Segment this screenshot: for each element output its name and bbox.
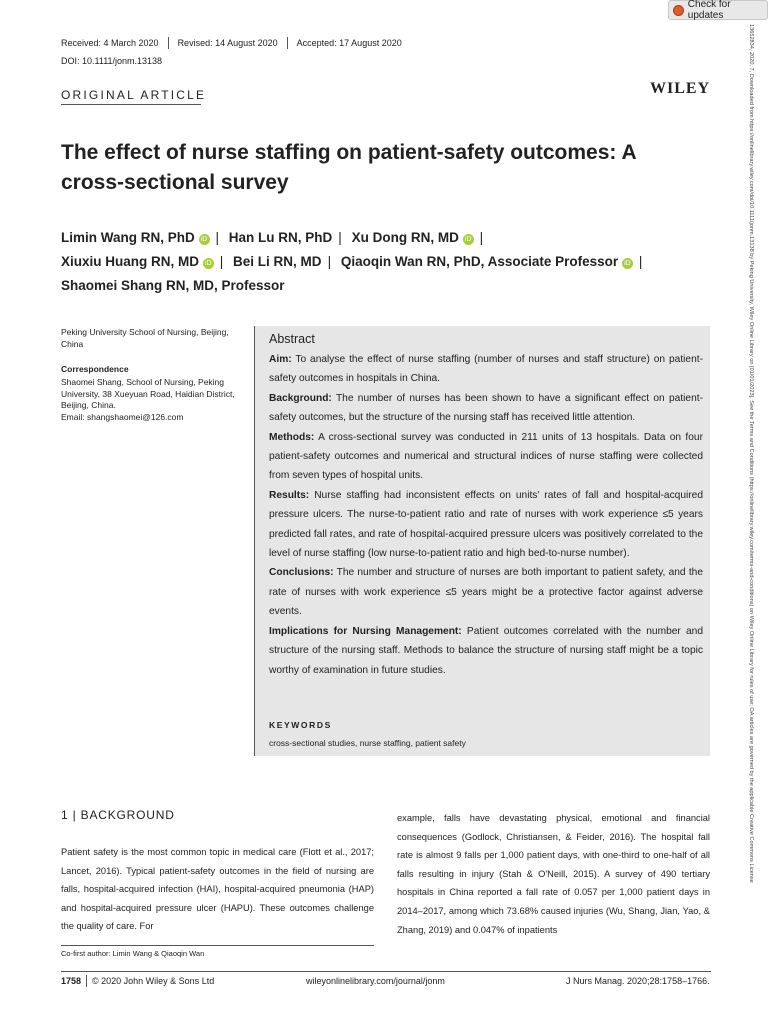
accepted-date: Accepted: 17 August 2020 xyxy=(287,37,411,49)
abstract-results xyxy=(269,486,703,564)
abstract-heading: Abstract xyxy=(269,332,315,346)
abstract-aim xyxy=(269,350,703,389)
correspondence-email[interactable]: Email: shangshaomei@126.com xyxy=(61,411,184,422)
abstract-text: A cross-sectional survey was conducted in 211 units of 13 hospitals. Data on four patient-safety outcomes and numerical and structural indices of nurse staffing were collected from seven types of hospital units. xyxy=(269,431,703,482)
affiliation: Peking University School of Nursing, Beijing, China xyxy=(61,327,229,349)
copyright: © 2020 John Wiley & Sons Ltd xyxy=(92,976,215,986)
abstract-text: To analyse the effect of nurse staffing (number of nurses and staff structure) on patient-safety outcomes in hospitals in China. xyxy=(269,354,703,385)
author[interactable]: Shaomei Shang RN, MD, Professor xyxy=(61,278,285,293)
abstract-label: Background: xyxy=(269,392,332,404)
article-dates xyxy=(61,37,411,49)
author-separator: | xyxy=(638,254,643,269)
abstract-background xyxy=(269,389,703,428)
article-title: The effect of nurse staffing on patient-safety outcomes: A cross-sectional survey xyxy=(61,141,636,194)
author-list xyxy=(61,226,721,298)
author[interactable]: Limin Wang RN, PhD xyxy=(61,230,195,245)
author[interactable]: Han Lu RN, PhD xyxy=(228,230,333,245)
abstract-implications xyxy=(269,622,703,680)
abstract-content xyxy=(269,330,703,680)
author-separator: | xyxy=(219,254,224,269)
footer-separator xyxy=(86,975,87,987)
author[interactable]: Xiuxiu Huang RN, MD xyxy=(61,254,199,269)
keywords-heading: KEYWORDS xyxy=(269,720,332,730)
check-updates-icon xyxy=(673,5,684,16)
article-type-underline xyxy=(61,104,201,105)
correspondence-heading: Correspondence xyxy=(61,364,129,374)
author[interactable]: Qiaoqin Wan RN, PhD, Associate Professor xyxy=(340,254,619,269)
keywords-list: cross-sectional studies, nurse staffing, patient safety xyxy=(269,738,466,748)
footer-divider xyxy=(61,971,711,972)
footnote: Co-first author: Limin Wang & Qiaoqin Wan xyxy=(61,949,205,958)
abstract-text: The number and structure of nurses are both important to patient safety, and the rate of nurses with work experience ≤5 years might be a protective factor against adverse events. xyxy=(269,567,703,618)
footnote-divider xyxy=(61,945,374,946)
body-column-right: example, falls have devastating physical, emotional and financial consequences (Godlock, Christiansen, & Feider, 2016). The hospital fall rate is almost 9 falls per 1,000 patient days, with one-third to one-half of all falls resulting in injury (Stah & O'Neill, 2015). A survey of 490 tertiary hospitals in China reported a fall rate of 0.057 per 1,000 patient days in 2014–2017, among which 73.68% caused injuries (Wu, Shang, Jian, Yao, & Zhang, 2019) and 0.047% of inpatients xyxy=(397,813,710,935)
received-date: Received: 4 March 2020 xyxy=(61,38,159,48)
abstract-text: Patient outcomes correlated with the number and structure of the nursing staff. Methods to balance the structure of nursing staff might be a topic worthy of examination in future studies. xyxy=(269,625,703,676)
journal-citation: J Nurs Manag. 2020;28:1758–1766. xyxy=(566,976,710,986)
author-separator: | xyxy=(327,254,332,269)
author[interactable]: Xu Dong RN, MD xyxy=(351,230,459,245)
abstract-label: Conclusions: xyxy=(269,567,334,579)
abstract-label: Results: xyxy=(269,489,310,501)
journal-website[interactable]: wileyonlinelibrary.com/journal/jonm xyxy=(306,976,445,986)
download-notice: 13652834, 2020, 7, Downloaded from https://onlinelibrary.wiley.com/doi/10.1111/jonm.13138 by Peking University, Wiley Online Library on [01/01/2023]. See the Terms and Conditions (https://onlinelibrary.wiley.com/terms-and-conditions) on Wiley Online Library for rules of use; OA articles are governed by the applicable Creative Commons License xyxy=(748,24,754,883)
abstract-divider xyxy=(254,326,255,756)
orcid-icon[interactable]: iD xyxy=(199,234,210,245)
abstract-label: Methods: xyxy=(269,431,315,443)
abstract-label: Implications for Nursing Management: xyxy=(269,625,462,637)
abstract-methods xyxy=(269,428,703,486)
page-number: 1758 xyxy=(61,976,82,986)
correspondence-block xyxy=(61,377,246,423)
check-updates-label: Check for updates xyxy=(687,0,731,21)
author[interactable]: Bei Li RN, MD xyxy=(233,254,322,269)
revised-date: Revised: 14 August 2020 xyxy=(168,37,287,49)
abstract-conclusions xyxy=(269,563,703,621)
author-separator: | xyxy=(338,230,342,245)
check-for-updates-button[interactable] xyxy=(668,0,768,20)
author-separator: | xyxy=(479,230,484,245)
orcid-icon[interactable]: iD xyxy=(203,258,214,269)
section-heading: 1 | BACKGROUND xyxy=(61,808,175,822)
article-type: ORIGINAL ARTICLE xyxy=(61,88,207,102)
abstract-text: Nurse staffing had inconsistent effects on units' rates of fall and hospital-acquired pressure ulcers. The nurse-to-patient ratio and rate of nurses with work experience ≤5 years predicted fall rates, and rate of hospital-acquired pressure ulcers was positively correlated to the level of nurse staffing (low nurse-to-patient ratio and high bed-to-nurse number). xyxy=(269,489,703,560)
publisher-logo: WILEY xyxy=(650,80,711,97)
body-column-left: Patient safety is the most common topic in medical care (Flott et al., 2017; Lancet, 2016). Typical patient-safety outcomes in the field of nursing are falls, hospital-acquired infection (HAI), hospital-acquired pneumonia (HAP) and hospital-acquired pressure ulcer (HAPU). These outcomes challenge the quality of care. For xyxy=(61,847,374,932)
abstract-text: The number of nurses has been shown to have a significant effect on patient-safety outcomes, but the structure of the nursing staff has received little attention. xyxy=(269,392,703,424)
abstract-label: Aim: xyxy=(269,354,292,365)
author-separator: | xyxy=(215,230,220,245)
download-sidebar xyxy=(742,24,756,1014)
correspondence-address: Shaomei Shang, School of Nursing, Peking University, 38 Xueyuan Road, Haidian District, Beijing, China. xyxy=(61,377,235,410)
orcid-icon[interactable]: iD xyxy=(622,258,633,269)
doi[interactable]: DOI: 10.1111/jonm.13138 xyxy=(61,56,163,66)
orcid-icon[interactable]: iD xyxy=(463,234,474,245)
